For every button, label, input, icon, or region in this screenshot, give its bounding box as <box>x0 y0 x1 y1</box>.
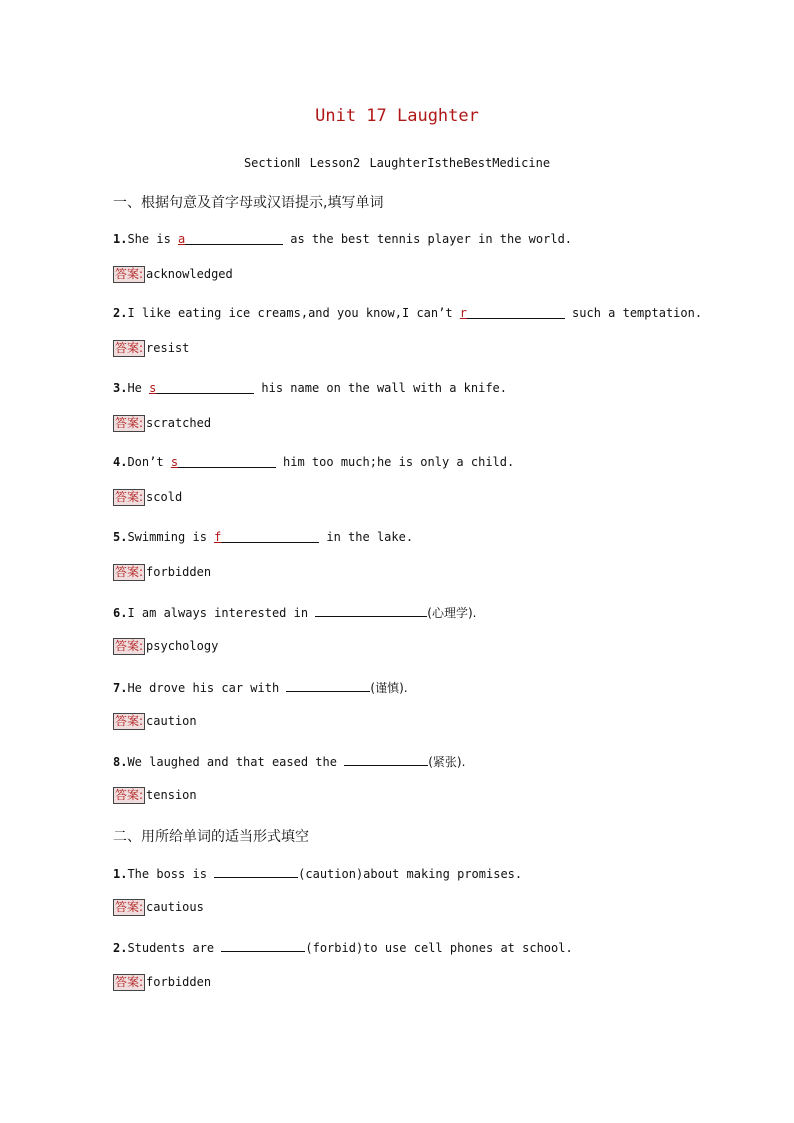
answer-label: 答案: <box>115 639 144 653</box>
answer-text: scratched <box>146 416 212 430</box>
answer-text: forbidden <box>146 975 212 989</box>
question-text-after: (心理学). <box>427 606 477 620</box>
answer-blank <box>344 753 428 766</box>
question-1-6 <box>113 604 476 621</box>
question-number: 1. <box>113 867 128 881</box>
question-text-after: as the best tennis player in the world. <box>283 232 573 246</box>
answer-blank <box>178 232 283 245</box>
question-2-1 <box>113 865 522 881</box>
question-text-after: (谨慎). <box>370 681 408 695</box>
hint-letter: r <box>459 306 468 320</box>
answer-text: cautious <box>146 900 204 914</box>
answer-label: 答案: <box>115 788 144 802</box>
answer-blank <box>315 604 427 617</box>
question-text-before: Swimming is <box>127 530 215 544</box>
answer-text: resist <box>146 341 190 355</box>
question-number: 4. <box>113 455 128 469</box>
question-1-4 <box>113 455 514 469</box>
question-1-8 <box>113 753 465 770</box>
answer-text: acknowledged <box>146 267 233 281</box>
question-1-3 <box>113 381 507 395</box>
answer-blank <box>171 455 276 468</box>
answer-blank <box>286 679 370 692</box>
answer-label: 答案: <box>115 341 144 355</box>
question-text-before: She is <box>127 232 179 246</box>
answer-1-3 <box>113 415 211 432</box>
answer-2-1 <box>113 899 204 916</box>
question-text-after: such a temptation. <box>564 306 703 320</box>
question-text-before: Don’t <box>127 455 171 469</box>
answer-label: 答案: <box>115 900 144 914</box>
question-text-after: (caution)about making promises. <box>298 867 523 881</box>
answer-text: tension <box>146 788 197 802</box>
question-number: 3. <box>113 381 128 395</box>
question-text-after: him too much;he is only a child. <box>275 455 515 469</box>
question-number: 1. <box>113 232 128 246</box>
answer-text: scold <box>146 490 183 504</box>
answer-1-2 <box>113 340 189 357</box>
answer-1-5 <box>113 564 211 581</box>
answer-blank <box>214 530 319 543</box>
question-text-after: his name on the wall with a knife. <box>254 381 508 395</box>
question-2-2 <box>113 939 573 955</box>
answer-text: caution <box>146 714 197 728</box>
question-text-after: (紧张). <box>428 755 466 769</box>
question-number: 8. <box>113 755 128 769</box>
answer-blank <box>149 381 254 394</box>
answer-1-8 <box>113 787 197 804</box>
question-number: 2. <box>113 941 128 955</box>
answer-text: psychology <box>146 639 219 653</box>
answer-1-4 <box>113 489 182 506</box>
section-2-heading: 二、用所给单词的适当形式填空 <box>113 829 309 845</box>
question-text-before: I am always interested in <box>127 606 316 620</box>
question-text-before: Students are <box>127 941 222 955</box>
answer-blank <box>214 865 298 878</box>
hint-letter: s <box>149 381 157 395</box>
question-1-5 <box>113 530 413 544</box>
hint-letter: a <box>178 232 186 246</box>
question-text-before: The boss is <box>127 867 215 881</box>
question-1-1 <box>113 232 572 246</box>
answer-label: 答案: <box>115 975 144 989</box>
question-text-before: He drove his car with <box>127 681 287 695</box>
answer-label: 答案: <box>115 714 144 728</box>
page-title: Unit 17 Laughter <box>315 106 479 126</box>
answer-label: 答案: <box>115 565 144 579</box>
question-text-before: I like eating ice creams,and you know,I can’t <box>127 306 460 320</box>
answer-1-1 <box>113 266 233 283</box>
question-text-before: We laughed and that eased the <box>127 755 345 769</box>
question-text-after: (forbid)to use cell phones at school. <box>305 941 573 955</box>
answer-label: 答案: <box>115 490 144 504</box>
hint-letter: s <box>170 455 179 469</box>
question-1-2 <box>113 306 702 320</box>
page-subtitle: SectionⅡ Lesson2 LaughterIstheBestMedicine <box>243 156 551 170</box>
answer-2-2 <box>113 974 211 991</box>
answer-1-6 <box>113 638 218 655</box>
answer-blank <box>221 939 305 952</box>
answer-1-7 <box>113 713 197 730</box>
answer-blank <box>460 306 565 319</box>
question-number: 7. <box>113 681 128 695</box>
question-text-after: in the lake. <box>319 530 414 544</box>
answer-text: forbidden <box>146 565 212 579</box>
question-number: 2. <box>113 306 128 320</box>
question-1-7 <box>113 679 408 696</box>
question-number: 6. <box>113 606 128 620</box>
hint-letter: f <box>214 530 222 544</box>
section-1-heading: 一、根据句意及首字母或汉语提示,填写单词 <box>113 195 384 211</box>
answer-label: 答案: <box>115 267 144 281</box>
answer-label: 答案: <box>115 416 144 430</box>
question-number: 5. <box>113 530 128 544</box>
question-text-before: He <box>127 381 150 395</box>
